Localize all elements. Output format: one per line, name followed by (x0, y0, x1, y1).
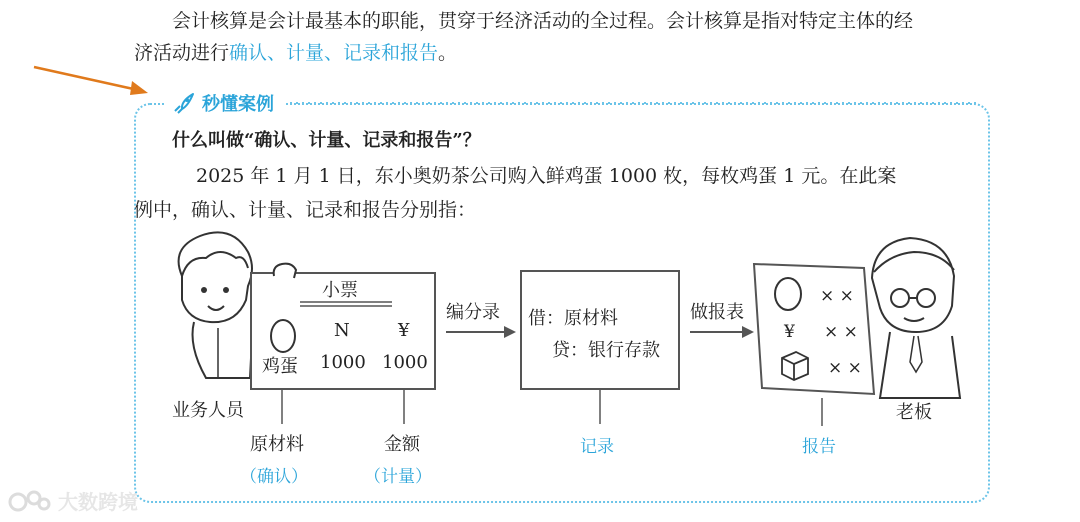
arrow-right-icon (690, 324, 756, 340)
receipt-title-underline (300, 300, 392, 308)
case-body-line-2: 例中，确认、计量、记录和报告分别指： (134, 199, 477, 221)
report-mark-1: × × (820, 286, 854, 306)
report-mark-3: × × (828, 358, 862, 378)
tag-dots (290, 101, 980, 105)
case-tag (166, 88, 284, 118)
intro-highlight: 确认、计量、记录和报告 (229, 42, 439, 64)
connector-lines (0, 380, 1080, 430)
arrow-right-icon (446, 324, 518, 340)
receipt-col-yen: ¥ (398, 320, 410, 341)
label-record: 记录 (580, 437, 614, 457)
receipt-col-n: N (334, 320, 350, 341)
label-report: 报告 (802, 437, 836, 457)
intro-line-2 (134, 37, 457, 69)
egg-icon (268, 318, 298, 354)
label-measure: （计量） (364, 467, 432, 487)
pointer-arrow-icon (30, 62, 152, 98)
label-confirm: （确认） (240, 467, 308, 487)
boss-figure (860, 232, 972, 400)
intro-line-1: 会计核算是会计最基本的职能，贯穿于经济活动的全过程。会计核算是指对特定主体的经 (172, 10, 914, 32)
hand-icon (270, 258, 300, 280)
rocket-icon (172, 92, 196, 114)
arrow1-label: 编分录 (446, 302, 500, 323)
case-body-line-1: 2025 年 1 月 1 日，东小奥奶茶公司购入鲜鸡蛋 1000 枚，每枚鸡蛋 1 元。在此案 (196, 165, 897, 187)
journal-entry (520, 270, 680, 390)
label-amount: 金额 (384, 434, 420, 455)
receipt-title: 小票 (322, 280, 358, 301)
entry-debit: 借：原材料 (528, 308, 618, 329)
watermark-logo-icon (8, 488, 52, 514)
receipt-qty: 1000 (320, 352, 366, 373)
arrow2-label: 做报表 (690, 302, 744, 323)
clerk-label: 业务人员 (172, 400, 244, 421)
report-mark-2: × × (824, 322, 858, 342)
intro-line-2-prefix: 济活动进行 (134, 42, 230, 64)
boss-label: 老板 (896, 402, 932, 423)
watermark-text: 大数跨境 (58, 490, 138, 514)
receipt-item: 鸡蛋 (262, 356, 298, 377)
receipt-amount: 1000 (382, 352, 428, 373)
intro-line-2-suffix: 。 (438, 42, 458, 64)
case-question: 什么叫做“确认、计量、记录和报告”？ (172, 130, 481, 151)
report-yen: ¥ (784, 322, 795, 342)
label-raw-material: 原材料 (250, 434, 304, 455)
watermark (8, 486, 138, 515)
entry-credit: 贷：银行存款 (552, 340, 660, 361)
case-tag-label: 秒懂案例 (202, 94, 274, 115)
